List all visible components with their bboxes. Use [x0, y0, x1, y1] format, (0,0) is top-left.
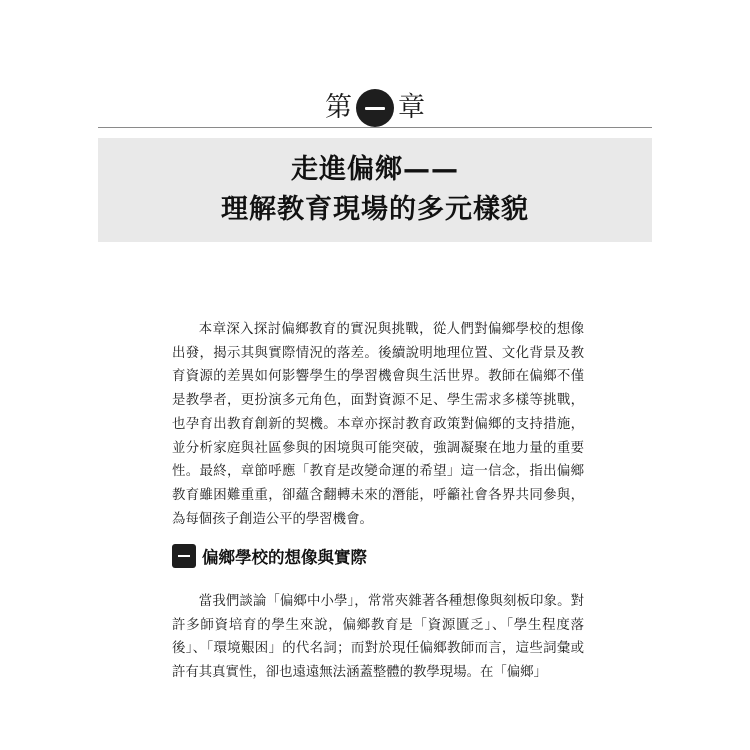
- chapter-number-badge: [356, 89, 394, 127]
- chapter-intro: [172, 318, 584, 531]
- section-title: 偏鄉學校的想像與實際: [202, 548, 367, 567]
- chapter-divider: [98, 127, 652, 128]
- section-paragraph: 當我們談論「偏鄉中小學」，常常夾雜著各種想像與刻板印象。對許多師資培育的學生來說，偏鄉教育是「資源匱乏」、「學生程度落後」、「環境艱困」的代名詞；而對於現任偏鄉教師而言，這些詞彙或許有其真實性，卻也遠遠無法涵蓋整體的教學現場。在「偏鄉」: [172, 594, 584, 681]
- chapter-title-line-1: 走進偏鄉——: [291, 154, 459, 185]
- section-heading: [172, 544, 367, 568]
- intro-paragraph: 本章深入探討偏鄉教育的實況與挑戰，從人們對偏鄉學校的想像出發，揭示其與實際情況的落差。後續說明地理位置、文化背景及教育資源的差異如何影響學生的學習機會與生活世界。教師在偏鄉不僅是教學者，更扮演多元角色，面對資源不足、學生需求多樣等挑戰，也孕育出教育創新的契機。本章亦探討教育政策對偏鄉的支持措施，並分析家庭與社區參與的困境與可能突破，強調凝聚在地力量的重要性。最終，章節呼應「教育是改變命運的希望」這一信念，指出偏鄉教育雖困難重重，卻蘊含翻轉未來的潛能，呼籲社會各界共同參與，為每個孩子創造公平的學習機會。: [172, 322, 584, 527]
- section-body: [172, 590, 584, 685]
- chapter-title-line-2: 理解教育現場的多元樣貌: [221, 194, 529, 225]
- chapter-heading: [0, 88, 750, 128]
- chapter-prefix: 第: [325, 92, 352, 123]
- chapter-title-box: [98, 138, 652, 242]
- chapter-suffix: 章: [398, 92, 425, 123]
- chapter-number-glyph: [365, 107, 385, 110]
- section-number-glyph: [178, 555, 190, 557]
- section-number-marker: [172, 544, 196, 568]
